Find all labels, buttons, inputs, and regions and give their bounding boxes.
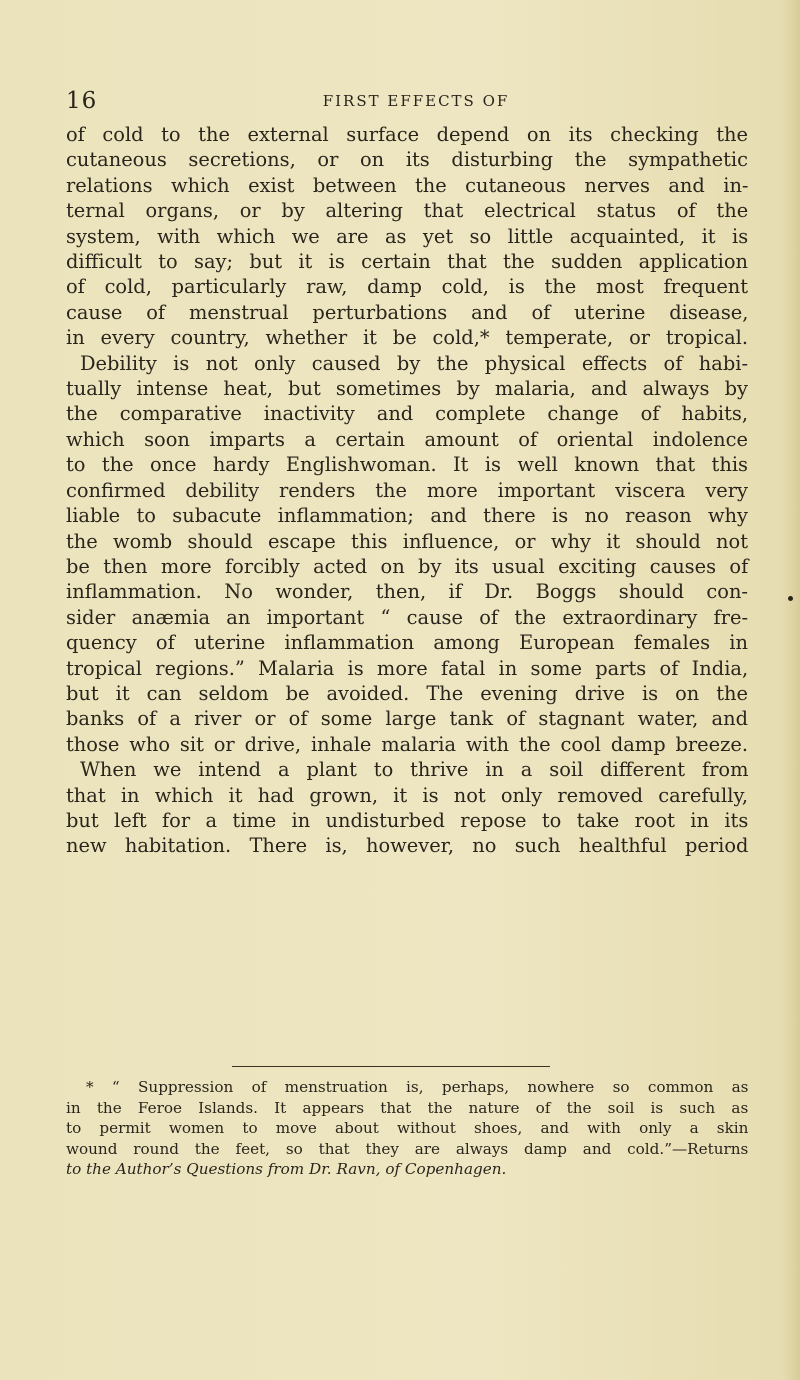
body-line: quency of uterine inflammation among European females in xyxy=(66,631,748,655)
footnote-line: to permit women to move about without shoes, and with only a skin xyxy=(66,1119,749,1138)
body-line: difficult to say; but it is certain that the sudden application xyxy=(66,250,748,274)
body-line: cutaneous secretions, or on its disturbing the sympathetic xyxy=(66,148,748,172)
body-line: ternal organs, or by altering that electrical status of the xyxy=(66,199,749,223)
body-line: of cold to the external surface depend on its checking the xyxy=(66,123,748,146)
footnote-line: in the Feroe Islands. It appears that the nature of the soil is such as xyxy=(66,1098,749,1117)
body-line: the womb should escape this influence, or why it should not xyxy=(66,529,748,553)
body-line: that in which it had grown, it is not only removed carefully, xyxy=(66,783,748,807)
body-text xyxy=(66,122,748,859)
body-line: the comparative inactivity and complete change of habits, xyxy=(66,402,748,426)
body-line: new habitation. There is, however, no such healthful period xyxy=(66,834,749,858)
footnote-line: to the Author’s Questions from Dr. Ravn, of Copenhagen. xyxy=(66,1160,507,1179)
body-line: Debility is not only caused by the physical effects of habi- xyxy=(80,351,748,375)
running-head: FIRST EFFECTS OF xyxy=(322,92,510,110)
body-line: cause of menstrual perturbations and of uterine disease, xyxy=(66,300,749,324)
body-line: inflammation. No wonder, then, if Dr. Boggs should con- xyxy=(66,580,748,604)
body-line: be then more forcibly acted on by its usual exciting causes of xyxy=(66,554,749,578)
body-line: tropical regions.” Malaria is more fatal in some parts of India, xyxy=(66,656,749,680)
body-line: to the once hardy Englishwoman. It is well known that this xyxy=(66,453,748,477)
body-line: banks of a river or of some large tank of stagnant water, and xyxy=(66,707,748,731)
footnote-line: wound round the feet, so that they are always damp and cold.”—Returns xyxy=(66,1139,749,1158)
body-line: confirmed debility renders the more important viscera very xyxy=(66,478,748,502)
body-line: relations which exist between the cutaneous nerves and in- xyxy=(66,173,749,197)
page-header xyxy=(66,88,746,118)
body-line: of cold, particularly raw, damp cold, is the most frequent xyxy=(66,275,749,299)
body-line: but left for a time in undisturbed repose to take root in its xyxy=(66,808,749,832)
margin-ink-dot xyxy=(788,596,793,601)
body-line: but it can seldom be avoided. The evening drive is on the xyxy=(66,681,749,705)
body-line: which soon imparts a certain amount of oriental indolence xyxy=(66,427,748,451)
body-line: liable to subacute inflammation; and there is no reason why xyxy=(66,504,748,528)
body-line: system, with which we are as yet so little acquainted, it is xyxy=(66,224,749,248)
page-number: 16 xyxy=(66,88,98,114)
body-line: in every country, whether it be cold,* temperate, or tropical. xyxy=(66,326,748,350)
body-line: When we intend a plant to thrive in a soil different from xyxy=(80,758,749,782)
footnote-divider xyxy=(232,1066,550,1067)
footnote xyxy=(66,1077,748,1180)
body-line: tually intense heat, but sometimes by malaria, and always by xyxy=(66,377,748,401)
page-edge-shadow xyxy=(782,0,800,1380)
body-line: those who sit or drive, inhale malaria with the cool damp breeze. xyxy=(66,732,748,756)
body-line: sider anæmia an important “ cause of the extraordinary fre- xyxy=(66,605,749,629)
footnote-line: * “ Suppression of menstruation is, perhaps, nowhere so common as xyxy=(86,1078,749,1096)
